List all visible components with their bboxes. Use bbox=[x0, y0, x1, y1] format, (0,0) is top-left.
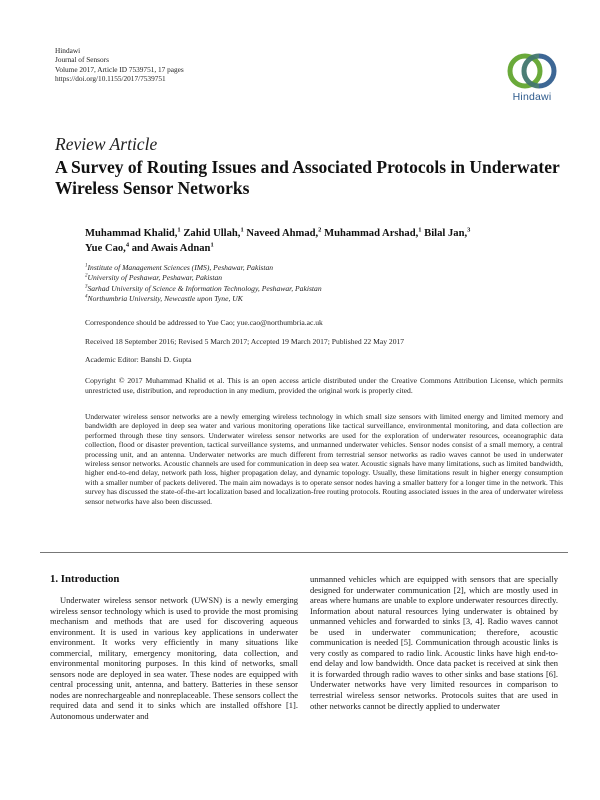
author: Muhammad Arshad,$^1$ bbox=[324, 226, 422, 239]
body-column-left bbox=[50, 595, 298, 722]
author: Bilal Jan,$^3$ bbox=[424, 226, 471, 239]
author: Muhammad Khalid,$^1$ bbox=[85, 226, 181, 239]
affiliation-list bbox=[85, 263, 322, 305]
hindawi-logo bbox=[500, 52, 564, 103]
volume-info: Volume 2017, Article ID 7539751, 17 pages bbox=[55, 64, 184, 74]
article-type: Review Article bbox=[55, 134, 158, 154]
correspondence: Correspondence should be addressed to Yue Cao; yue.cao@northumbria.ac.uk bbox=[85, 318, 323, 327]
section-heading: 1. Introduction bbox=[50, 573, 120, 585]
body-column-right bbox=[310, 574, 558, 711]
hindawi-logo-icon bbox=[506, 52, 558, 90]
affiliation: $^2$University of Peshawar, Peshawar, Pakistan bbox=[85, 273, 223, 283]
body-paragraph: Underwater wireless sensor network (UWSN) is a newly emerging wireless sensor technology which is used to provide the most promising mechanism and methods that are used for discovering aqueous environment. It is used in various key applications in underwater environment. It works very efficiently in many situations like commercial, military, emergency monitoring, data collection, and environmental monitoring purposes. In this kind of networks, small sensors node are deployed in sea water. These nodes are equipped with central processing unit, antenna, and battery. Batteries in these sensor nodes are nonrechargeable and nonreplaceable. These sensors collect the required data and send it to sinks which are installed offshore [1]. Autonomous underwater and bbox=[50, 595, 298, 722]
doi-link[interactable]: https://doi.org/10.1155/2017/7539751 bbox=[55, 74, 166, 84]
copyright-notice: Copyright © 2017 Muhammad Khalid et al. This is an open access article distributed under the Creative Commons Attribution License, which permits unrestricted use, distribution, and reproduction in any medium, provided the original work is properly cited. bbox=[85, 376, 563, 396]
author-list bbox=[85, 226, 555, 256]
paper-title: A Survey of Routing Issues and Associated Protocols in Underwater Wireless Sensor Networks bbox=[55, 157, 560, 198]
publisher-name: Hindawi bbox=[55, 46, 81, 55]
author: Naveed Ahmad,$^2$ bbox=[246, 226, 322, 239]
section-divider bbox=[40, 552, 568, 553]
journal-masthead bbox=[55, 46, 184, 84]
author: Zahid Ullah,$^1$ bbox=[183, 226, 244, 239]
author: and Awais Adnan$^1$ bbox=[131, 241, 214, 254]
body-paragraph: unmanned vehicles which are equipped with sensors that are specially designed for underwater communication [2], which are mostly used in areas where humans are unable to explore underwater resources directly. Information about natural resources lying underwater is obtained by unmanned vehicles and forwarded to sinks [3, 4]. Radio waves cannot be used in underwater communication; therefore, acoustic communication is needed [5]. Communication through acoustic links is very costly as compared to radio link. Acoustic links have high end-to-end delay and low bandwidth. Once data packet is received at sink then it is forwarded through radio waves to other sinks and base stations [6]. Underwater networks have very limited resources in comparison to terrestrial wireless sensor networks. Protocols suites that are used in other networks cannot be directly applied to underwater bbox=[310, 574, 558, 711]
logo-wordmark: Hindawi bbox=[512, 91, 552, 103]
affiliation: $^4$Northumbria University, Newcastle upon Tyne, UK bbox=[85, 294, 243, 304]
publication-dates: Received 18 September 2016; Revised 5 March 2017; Accepted 19 March 2017; Published 22 May 2017 bbox=[85, 337, 405, 346]
author: Yue Cao,$^4$ bbox=[85, 241, 130, 254]
abstract: Underwater wireless sensor networks are a newly emerging wireless technology in which small size sensors with limited energy and limited memory and bandwidth are deployed in deep sea water and various monitoring operations like tactical surveillance, environmental monitoring, and data collection are performed through these tiny sensors. Underwater wireless sensor networks are used for the exploration of underwater resources, oceanographic data collection, flood or disaster prevention, tactical surveillance systems, and unmanned underwater vehicles. Sensor nodes consist of a small memory, a central processing unit, and an antenna. Underwater networks are much different from terrestrial sensor networks as radio waves cannot be used in underwater wireless sensor networks. Acoustic channels are used for communication in deep sea water. Acoustic signals have many limitations, such as limited bandwidth, higher end-to-end delay, network path loss, higher propagation delay, and dynamic topology. Usually, these limitations result in higher energy consumption with a smaller number of packets delivered. The main aim nowadays is to operate sensor nodes having a smaller battery for a longer time in the network. This survey has discussed the state-of-the-art localization based and localization-free routing protocols. Routing associated issues in the area of underwater wireless sensor networks have also been discussed. bbox=[85, 412, 563, 506]
academic-editor: Academic Editor: Banshi D. Gupta bbox=[85, 355, 192, 364]
affiliation: $^3$Sarhad University of Science & Information Technology, Peshawar, Pakistan bbox=[85, 283, 322, 293]
journal-name: Journal of Sensors bbox=[55, 55, 109, 65]
affiliation: $^1$Institute of Management Sciences (IMS), Peshawar, Pakistan bbox=[85, 263, 274, 272]
